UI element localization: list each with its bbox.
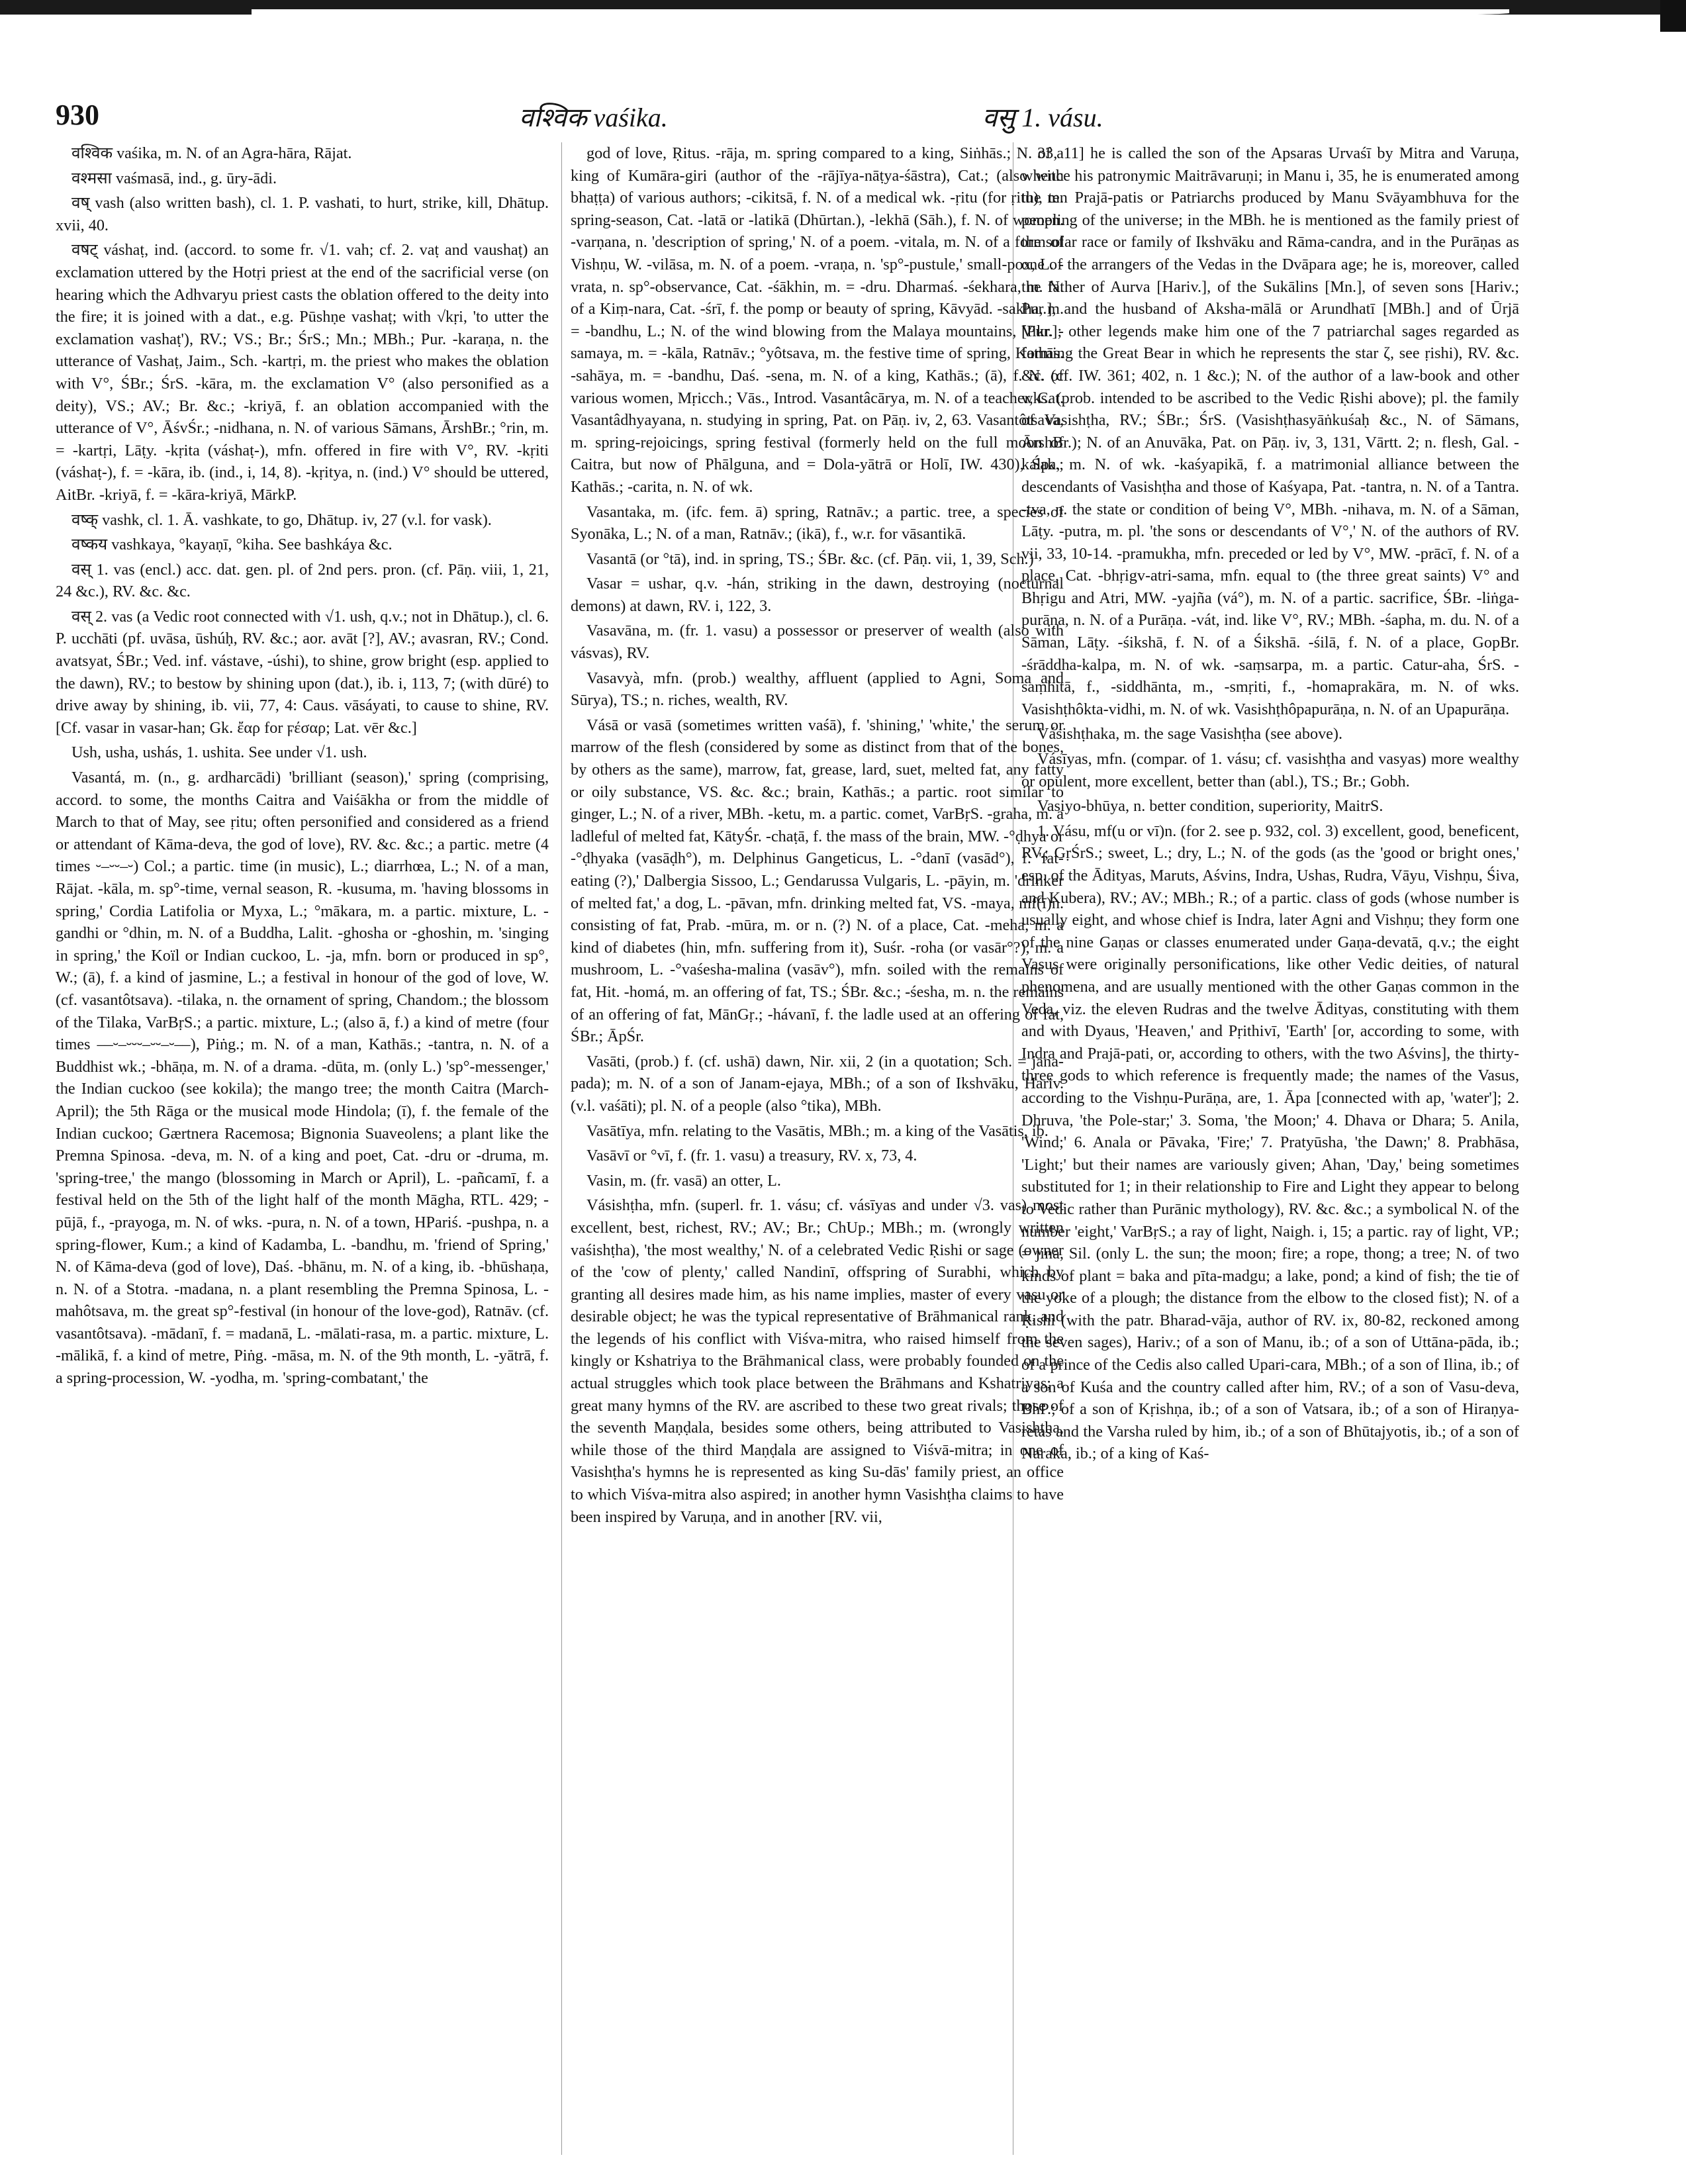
dictionary-entry: Vasātīya, mfn. relating to the Vasātis, MBh.; m. a king of the Vasātis, ib.: [586, 1121, 1049, 1140]
dictionary-entry: Vasin, m. (fr. vasā) an otter, L.: [586, 1171, 781, 1190]
dictionary-entry: Vasāti, (prob.) f. (cf. ushā) dawn, Nir. xii, 2 (in a quotation; Sch. = jana-pada); m. N. of a son of Janam-ejaya, MBh.; of a son of Ikshvāku, Hariv. (v.l. vaśāti); pl. N. of a people (also °tika), MBh.: [571, 1052, 1064, 1115]
dictionary-entry: Vásishṭha, mfn. (superl. fr. 1. vásu; cf. vásīyas and under √3. vas) most excellent, best, richest, RV.; AV.; Br.; ChUp.; MBh.; m. (wrongly written vaśishṭha), 'the most wealthy,' N. of a celebrated Vedic Ṛishi or sage (owner of the 'cow of plenty,' called Nandinī, offspring of Surabhi, which by granting all desires made him, as his name implies, master of every vasu or desirable object; he was the typical representative of Brāhmanical rank, and the legends of his conflict with Viśva-mitra, who raised himself from the kingly or Kshatriya to the Brāhmanical class, were probably founded on the actual struggles which took place between the Brāhmans and Kshatriyas; a great many hymns of the RV. are ascribed to these two great rivals; those of the seventh Maṇḍala, besides some others, being attributed to Vasishṭha, while those of the third Maṇḍala are assigned to Viśvā-mitra; in one of Vasishṭha's hymns he is represented as king Su-dās' family priest, an office to which Viśva-mitra also aspired; in another hymn Vasishṭha claims to have been inspired by Varuṇa, and in another [RV. vii,: [571, 1196, 1064, 1526]
column-divider-1: [561, 142, 562, 2155]
dictionary-entry: वष्कय vashkaya, °kayaṇī, °kiha. See bashkáya &c.: [71, 536, 393, 554]
dictionary-entry: वष्क् vashk, cl. 1. Ā. vashkate, to go, Dhātup. iv, 27 (v.l. for vask).: [71, 510, 492, 529]
dictionary-entry: Ush, usha, ushás, 1. ushita. See under √1. ush.: [71, 743, 367, 762]
column-2: [571, 142, 1064, 2155]
dictionary-entry: 33, 11] he is called the son of the Apsaras Urvaśī by Mitra and Varuṇa, whence his patronymic Maitrāvaruṇi; in Manu i, 35, he is enumerated among the ten Prajā-patis or Patriarchs produced by Manu Svāyambhuva for the peopling of the universe; in the MBh. he is mentioned as the family priest of the solar race or family of Ikshvāku and Rāma-candra, and in the Purāṇas as one of the arrangers of the Vedas in the Dvāpara age; he is, moreover, called the father of Aurva [Hariv.], of the Sukālins [Mn.], of seven sons [Hariv.; Pur.], and the husband of Aksha-mālā or Arundhatī [MBh.] and of Ūrjā [Pur.]; other legends make him one of the 7 patriarchal sages regarded as forming the Great Bear in which he represents the star ζ, see ṛishi), RV. &c. &c. (cf. IW. 361; 402, n. 1 &c.); N. of the author of a law-book and other wks. (prob. intended to be ascribed to the Vedic Ṛishi above); pl. the family of Vasishṭha, RV.; ŚBr.; ŚrS. (Vasishṭhasyāṅkuśaḥ &c., N. of Sāmans, ĀrshBr.); N. of an Anuvāka, Pat. on Pāṇ. iv, 3, 131, Vārtt. 2; n. flesh, Gal. -kalpa, m. N. of wk. -kaśyapikā, f. a matrimonial alliance between the descendants of Vasishṭha and those of Kaśyapa, Pat. -tantra, n. N. of a Tantra. -tva, n. the state or condition of being V°, MBh. -nihava, m. N. of a Sāman, Lāṭy. -putra, m. pl. 'the sons or descendants of V°,' N. of the authors of RV. vii, 33, 10-14. -pramukha, mfn. preceded or led by V°, MW. -prācī, f. N. of a place, Cat. -bhṛigv-atri-sama, mfn. equal to (the three great saints) V° and Bhṛigu and Atri, MW. -yajña (vá°), m. N. of a partic. sacrifice, ŚBr. -liṅga-purāṇa, n. N. of a Purāṇa. -vát, ind. like V°, RV.; MBh. -śapha, m. du. N. of a Sāman, Lāṭy. -śikshā, f. N. of a Śikshā. -śilā, f. N. of a place, GopBr. -śrāddha-kalpa, m. N. of wk. -saṃsarpa, m. a partic. Catur-aha, ŚrS. -saṃhitā, f., -siddhānta, m., -smṛiti, f., -homaprakāra, m. N. of wks. Vasishṭhôkta-vidhi, m. N. of wk. Vasishṭhôpapurāṇa, n. N. of an Upapurāṇa.: [1021, 144, 1519, 718]
dictionary-entry: Vasar = ushar, q.v. -hán, striking in the dawn, destroying (nocturnal demons) at dawn, RV. i, 122, 3.: [571, 575, 1064, 615]
dictionary-entry: Vásīyas, mfn. (compar. of 1. vásu; cf. vasishṭha and vasyas) more wealthy or opulent, more excellent, better than (abl.), TS.; Br.; Gobh.: [1021, 750, 1519, 790]
dictionary-entry: वश्विक vaśika, m. N. of an Agra-hāra, Rājat.: [71, 144, 352, 162]
dictionary-entry: 1. Vásu, mf(u or vī)n. (for 2. see p. 932, col. 3) excellent, good, beneficent, RV.; GṛŚrS.; sweet, L.; dry, L.; N. of the gods (as the 'good or bright ones,' esp. of the Ādityas, Maruts, Aśvins, Indra, Ushas, Rudra, Vāyu, Vishṇu, Śiva, and Kubera), RV.; AV.; MBh.; R.; of a partic. class of gods (whose number is usually eight, and whose chief is Indra, later Agni and Vishṇu; they form one of the nine Gaṇas or classes enumerated under Gaṇa-devatā, q.v.; the eight Vasus were originally personifications, like other Vedic deities, of natural phenomena, and are usually mentioned with the other Gaṇas common in the Veda, viz. the eleven Rudras and the twelve Ādityas, constituting with them and with Dyaus, 'Heaven,' and Pṛithivī, 'Earth' [or, according to some, with Indra and Prajā-pati, or, according to others, with the two Aśvins], the thirty-three gods to which reference is frequently made; the names of the Vasus, according to the Vishṇu-Purāṇa, are, 1. Āpa [connected with ap, 'water']; 2. Dhruva, 'the Pole-star;' 3. Soma, 'the Moon;' 4. Dhava or Dhara; 5. Anila, 'Wind;' 6. Anala or Pāvaka, 'Fire;' 7. Pratyūsha, 'the Dawn;' 8. Prabhāsa, 'Light;' but their names are variously given; Ahan, 'Day,' being sometimes substituted for 1; in their relationship to Fire and Light they appear to belong to Vedic rather than Purānic mythology), RV. &c. &c.; a symbolical N. of the number 'eight,' VarBṛS.; a ray of light, Naigh. i, 15; a partic. ray of light, VP.; = jina, Sil. (only L. the sun; the moon; fire; a rope, thong; a tree; N. of two kinds of plant = baka and pīta-madgu; a lake, pond; a kind of fish; the tie of the yoke of a plough; the distance from the elbow to the closed fist); N. of a Ṛishi (with the patr. Bharad-vāja, author of RV. ix, 80-82, reckoned among the seven sages), Hariv.; of a son of Manu, ib.; of a son of Uttāna-pāda, ib.; of a prince of the Cedis also called Upari-cara, MBh.; of a son of Ilina, ib.; of a son of Kuśa and the country called after him, RV.; of a son of Vasu-deva, BhP.; of a son of Kṛishṇa, ib.; of a son of Vatsara, ib.; of a son of Hiraṇya-retas and the Varsha ruled by him, ib.; of a son of Bhūtajyotis, ib.; of a son of Naraka, ib.; of a king of Kaś-: [1021, 822, 1519, 1463]
dictionary-entry: god of love, Ṛitus. -rāja, m. spring compared to a king, Siṅhās.; N. of a king of Kumāra-giri (author of the -rājīya-nāṭya-śāstra), Cat.; (also with bhaṭṭa) of various authors; -cikitsā, f. N. of a medical wk. -ṛitu (for ṛitu), m. spring-season, Cat. -latā or -latikā (Dhūrtan.), -lekhā (Sāh.), f. N. of women. -varṇana, n. 'description of spring,' N. of a poem. -vitala, m. N. of a form of Vishṇu, W. -vilāsa, m. N. of a poem. -vraṇa, n. 'sp°-pustule,' small-pox, L. -vrata, n. sp°-observance, Cat. -śākhin, m. = -dru. Dharmaś. -śekhara, m. N. of a Kiṃ-nara, Cat. -śrī, f. the pomp or beauty of spring, Kāvyād. -sakha, m. = -bandhu, L.; N. of the wind blowing from the Malaya mountains, Vikr. -samaya, m. = -kāla, Ratnāv.; °yôtsava, m. the festive time of spring, Kathās. -sahāya, m. = -bandhu, Daś. -sena, m. N. of a king, Kathās.; (ā), f. N. of various women, Mṛicch.; Vās., Introd. Vasantâcārya, m. N. of a teacher, Cat. Vasantâdhyayana, n. studying in spring, Pat. on Pāṇ. iv, 2, 63. Vasantôtsava, m. spring-rejoicings, spring festival (formerly held on the full moon of Caitra, but now of Phālguna, and = Dola-yātrā or Holī, IW. 430), Śak.; Kathās.; -carita, n. N. of wk.: [571, 144, 1064, 496]
dictionary-entry: Vasavyà, mfn. (prob.) wealthy, affluent (applied to Agni, Soma and Sūrya), TS.; n. riches, wealth, RV.: [571, 669, 1064, 710]
dictionary-entry: Vásishṭhaka, m. the sage Vasishṭha (see above).: [1037, 725, 1343, 743]
dictionary-entry: वश्मसा vaśmasā, ind., g. ūry-ādi.: [71, 169, 277, 187]
column-1: [56, 142, 549, 2155]
dictionary-entry: Vasantá, m. (n., g. ardharcādi) 'brilliant (season),' spring (comprising, accord. to some, the months Caitra and Vaiśākha or from the middle of March to that of May, see ṛitu; often personified and considered as a friend or attendant of Kāma-deva, the god of love), RV. &c. &c.; a partic. metre (4 times ⏑–⏑⏑–⏑) Col.; a partic. time (in music), L.; diarrhœa, L.; N. of a man, Rājat. -kāla, m. sp°-time, vernal season, R. -kusuma, m. 'having blossoms in spring,' Cordia Latifolia or Myxa, L.; °mākara, m. a partic. mixture, L. -gandhi or °dhin, m. N. of a Buddha, Lalit. -ghosha or -ghoshin, m. 'singing in spring,' the Koïl or Indian cuckoo, L. -ja, mfn. born or produced in sp°, W.; (ā), f. a kind of jasmine, L.; a festival in honour of the god of love, W. (cf. vasantôtsava). -tilaka, n. the ornament of spring, Chandom.; the blossom of the Tilaka, VarBṛS.; a partic. mixture, L.; (also ā, f.) a kind of metre (four times ––⏑–⏑⏑⏑–⏑⏑–⏑––), Piṅg.; m. N. of a man, Kathās.; -tantra, n. N. of a Buddhist wk.; -bhāṇa, m. N. of a drama. -dūta, m. (only L.) 'sp°-messenger,' the Indian cuckoo (see kokila); the mango tree; the month Caitra (March-April); the 5th Rāga or the musical mode Hindola; (ī), f. the female of the Indian cuckoo; Gærtnera Racemosa; Bignonia Suaveolens; a plant like the Premna Spinosa. -deva, m. N. of a king and poet, Cat. -dru or -druma, m. 'spring-tree,' the mango (blossoming in March or April), L. -pañcamī, f. a festival held on the 5th of the light half of the month Māgha, RTL. 429; -pūjā, f., -prayoga, m. N. of wks. -pura, n. N. of a town, HPariś. -pushpa, n. a spring-flower, Kum.; a kind of Kadamba, L. -bandhu, m. 'friend of Spring,' N. of Kāma-deva (god of love), Daś. -bhānu, m. N. of a king, ib. -bhūshaṇa, n. N. of a Stotra. -madana, n. a plant resembling the Premna Spinosa, L. -mahôtsava, m. the great sp°-festival (in honour of the love-god), Ratnāv. (cf. vasantôtsava). -mādanī, f. = madanā, L. -mālati-rasa, m. a partic. mixture, L. -mālikā, f. a kind of metre, Piṅg. -māsa, m. N. of the 9th month, L. -yātrā, f. a spring-procession, W. -yodha, m. 'spring-combatant,' the: [56, 769, 549, 1388]
left-running-head: वश्विक vaśika.: [519, 103, 668, 132]
column-3: [1021, 142, 1519, 2155]
scan-top-edge: [0, 0, 1686, 15]
page-number: 930: [56, 99, 99, 131]
dictionary-entry: Vasiyo-bhūya, n. better condition, superiority, MaitrS.: [1037, 797, 1383, 816]
dictionary-entry: वषट् váshaṭ, ind. (accord. to some fr. √1. vah; cf. 2. vaṭ and vaushaṭ) an exclamation uttered by the Hotṛi priest at the end of the sacrificial verse (on hearing which the Adhvaryu priest casts the oblation offered to the deity into the fire; it is joined with a dat., e.g. Pūshṇe vashaṭ; with √kṛi, 'to utter the exclamation vashaṭ'), RV.; VS.; Br.; ŚrS.; Mn.; MBh.; Pur. -karaṇa, n. the utterance of Vashaṭ, Jaim., Sch. -kartṛi, m. the priest who makes the oblation with V°, ŚBr.; ŚrS. -kāra, m. the exclamation V° (also personified as a deity), VS.; AV.; Br. &c.; -kriyā, f. an oblation accompanied with the utterance of V°, ĀśvŚr.; -nidhana, n. N. of various Sāmans, ĀrshBr.; °rin, m. = -kartṛi, Lāṭy. -kṛita (váshaṭ-), mfn. offered in fire with V°, RV. -kṛiti (váshaṭ-), f. = -kāra, ib. (ind., i, 14, 8). -kṛitya, n. (ind.) V° should be uttered, AitBr. -kriyā, f. = -kāra-kriyā, MārkP.: [56, 241, 549, 504]
dictionary-entry: Vasantā (or °tā), ind. in spring, TS.; ŚBr. &c. (cf. Pāṇ. vii, 1, 39, Sch.): [586, 549, 1034, 568]
dictionary-entry: Vásā or vasā (sometimes written vaśā), f. 'shining,' 'white,' the serum or marrow of the flesh (considered by some as distinct from that of the bones, by others as the same), marrow, fat, grease, lard, suet, melted fat, any fatty or oily substance, VS. &c. &c.; brain, Kathās.; a partic. root similar to ginger, L.; N. of a river, MBh. -ketu, m. a partic. comet, VarBṛS. -graha, m. a ladleful of melted fat, KātyŚr. -chaṭā, f. the mass of the brain, MW. -°ḍhya or -°ḍhyaka (vasāḍh°), m. Delphinus Gangeticus, L. -°danī (vasād°), f. 'fat-eating (?),' Dalbergia Sissoo, L.; Gendarussa Vulgaris, L. -pāyin, m. 'drinker of melted fat,' a dog, L. -pāvan, mfn. drinking melted fat, VS. -maya, mf(ī)n. consisting of fat, Prab. -mūra, m. or n. (?) N. of a place, Cat. -meha, m. a kind of diabetes (hin, mfn. suffering from it), Suśr. -roha (or vasār°?), m. a mushroom, L. -°vaśesha-malina (vasāv°), mfn. soiled with the remains of fat, Hit. -homá, m. an offering of fat, TS.; ŚBr. &c.; -śesha, m. n. the remains of an offering of fat, MānGṛ.; -hávanī, f. the ladle used at an offering of fat, ŚBr.; ĀpŚr.: [571, 716, 1064, 1046]
dictionary-entry: वस् 2. vas (a Vedic root connected with √1. ush, q.v.; not in Dhātup.), cl. 6. P. ucchāti (pf. uvāsa, ūshúḥ, RV. &c.; aor. avāt [?], AV.; avasran, RV.; Cond. avatsyat, ŚBr.; Ved. inf. vástave, -úshi), to shine, grow bright (esp. applied to the dawn), RV.; to bestow by shining upon (dat.), ib. i, 113, 7; (with dūré) to drive away by shining, ib. vii, 77, 4: Caus. vāsáyati, to cause to shine, RV. [Cf. vasar in vasar-han; Gk. ἔαρ for ϝέσαρ; Lat. vēr &c.]: [56, 607, 549, 737]
dictionary-entry: Vasavāna, m. (fr. 1. vasu) a possessor or preserver of wealth (also with vásvas), RV.: [571, 622, 1064, 663]
right-running-head: वसु 1. vásu.: [982, 103, 1103, 132]
dictionary-entry: Vasāvī or °vī, f. (fr. 1. vasu) a treasury, RV. x, 73, 4.: [586, 1147, 917, 1165]
dictionary-entry: वष् vash (also written bash), cl. 1. P. vashati, to hurt, strike, kill, Dhātup. xvii, 40.: [56, 194, 549, 234]
dictionary-entry: वस् 1. vas (encl.) acc. dat. gen. pl. of 2nd pers. pron. (cf. Pāṇ. viii, 1, 21, 24 &c.), RV. &c. &c.: [56, 560, 549, 601]
page-header: [56, 98, 1651, 138]
scan-corner-mark: [1660, 0, 1686, 32]
dictionary-entry: Vasantaka, m. (ifc. fem. ā) spring, Ratnāv.; a partic. tree, a species of Syonāka, L.; N. of a man, Ratnāv.; (ikā), f., w.r. for vāsantikā.: [571, 502, 1064, 544]
